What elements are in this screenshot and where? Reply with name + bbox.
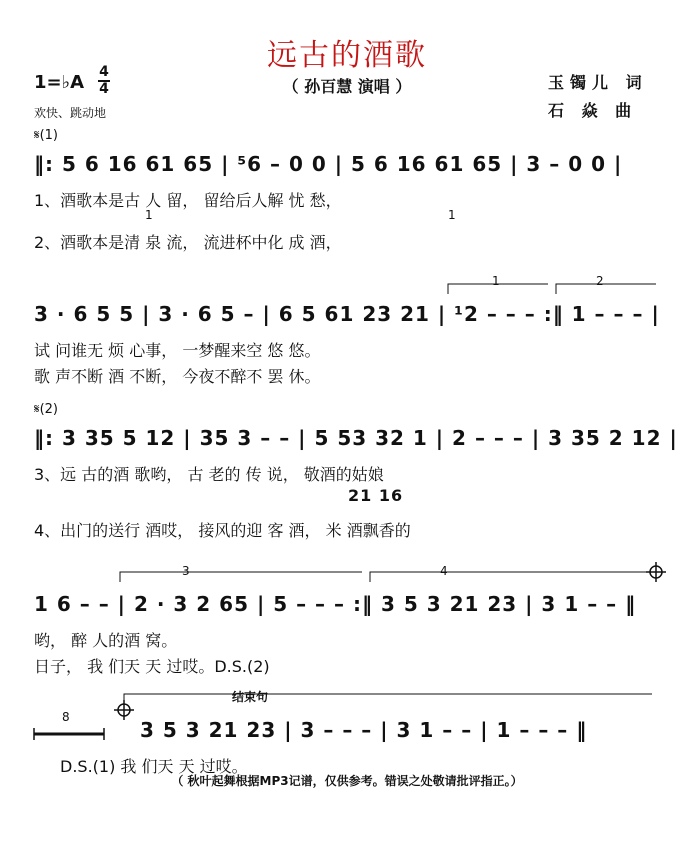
volta-bracket-2 bbox=[556, 284, 656, 294]
lyric-verse-3: 3、远 古的酒 歌哟， 古 老的 传 说， 敬酒的姑娘 bbox=[34, 465, 384, 484]
segno-2: 𝄋(2) bbox=[34, 402, 59, 417]
notes-system-1: ‖: 5 6 16 61 65 | ⁵6 – 0 0 | 5 6 16 61 65 | 3 – 0 0 | bbox=[34, 152, 623, 176]
volta-2-label: 2 bbox=[596, 274, 604, 288]
lyric-system-2-line-2: 歌 声不断 酒 不断， 今夜不醉不 罢 休。 bbox=[34, 367, 321, 386]
tempo-marking: 欢快、跳动地 bbox=[34, 106, 107, 120]
notes-system-5: 3 5 3 21 23 | 3 – – – | 3 1 – – | 1 – – – ‖ bbox=[140, 718, 588, 742]
ending-label: 结束句 bbox=[232, 690, 269, 704]
grace-note-2: 1 bbox=[448, 208, 456, 222]
volta-1-label: 1 bbox=[492, 274, 500, 288]
composer: 石 焱 曲 bbox=[548, 101, 638, 120]
lyric-verse-4: 4、出门的送行 酒哎， 接风的迎 客 酒， 米 酒飘香的 bbox=[34, 521, 411, 540]
segno-1: 𝄋(1) bbox=[34, 128, 59, 143]
lyric-verse-2: 2、酒歌本是清 泉 流， 流进杯中化 成 酒， bbox=[34, 233, 342, 252]
multi-rest-count: 8 bbox=[62, 710, 70, 724]
notes-system-2: 3 · 6 5 5 | 3 · 6 5 – | 6 5 61 23 21 | ¹2 – – – :‖ 1 – – – | bbox=[34, 302, 660, 326]
volta-3-label: 3 bbox=[182, 564, 190, 578]
ending-bracket bbox=[124, 694, 652, 702]
key-signature: 1=♭A bbox=[34, 72, 85, 93]
volta-4-label: 4 bbox=[440, 564, 448, 578]
volta-bracket-1 bbox=[448, 284, 548, 294]
singer: （ 孙百慧 演唱 ） bbox=[282, 77, 412, 96]
song-title: 远古的酒歌 bbox=[267, 38, 427, 73]
lyric-system-4-line-2: 日子， 我 们天 天 过哎。D.S.(2) bbox=[34, 657, 270, 676]
meter-top: 4 bbox=[99, 64, 109, 80]
multi-rest-bar bbox=[34, 728, 104, 740]
volta-bracket-3 bbox=[120, 572, 362, 582]
grace-note-1: 1 bbox=[145, 208, 153, 222]
lyricist: 玉镯儿 词 bbox=[548, 73, 648, 92]
meter-bottom: 4 bbox=[99, 81, 109, 97]
notes-system-3: ‖: 3 35 5 12 | 35 3 – – | 5 53 32 1 | 2 – – – | 3 35 2 12 | bbox=[34, 426, 678, 450]
alt-notes-verse-4: 21 16 bbox=[348, 486, 404, 505]
notes-system-4: 1 6 – – | 2 · 3 2 65 | 5 – – – :‖ 3 5 3 21 23 | 3 1 – – ‖ bbox=[34, 592, 637, 616]
lyric-system-4-line-1: 哟， 醉 人的酒 窝。 bbox=[34, 631, 178, 650]
coda-icon bbox=[646, 562, 666, 582]
coda-icon-ending bbox=[114, 700, 134, 720]
lyric-verse-1: 1、酒歌本是古 人 留， 留给后人解 忧 愁， bbox=[34, 191, 342, 210]
footnote: （ 秋叶起舞根据MP3记谱，仅供参考。错误之处敬请批评指正。） bbox=[171, 774, 523, 788]
lyric-system-2-line-1: 试 问谁无 烦 心事， 一梦醒来空 悠 悠。 bbox=[34, 341, 321, 360]
lyric-system-5: D.S.(1) 我 们天 天 过哎。 bbox=[60, 757, 248, 776]
volta-bracket-4 bbox=[370, 572, 650, 582]
